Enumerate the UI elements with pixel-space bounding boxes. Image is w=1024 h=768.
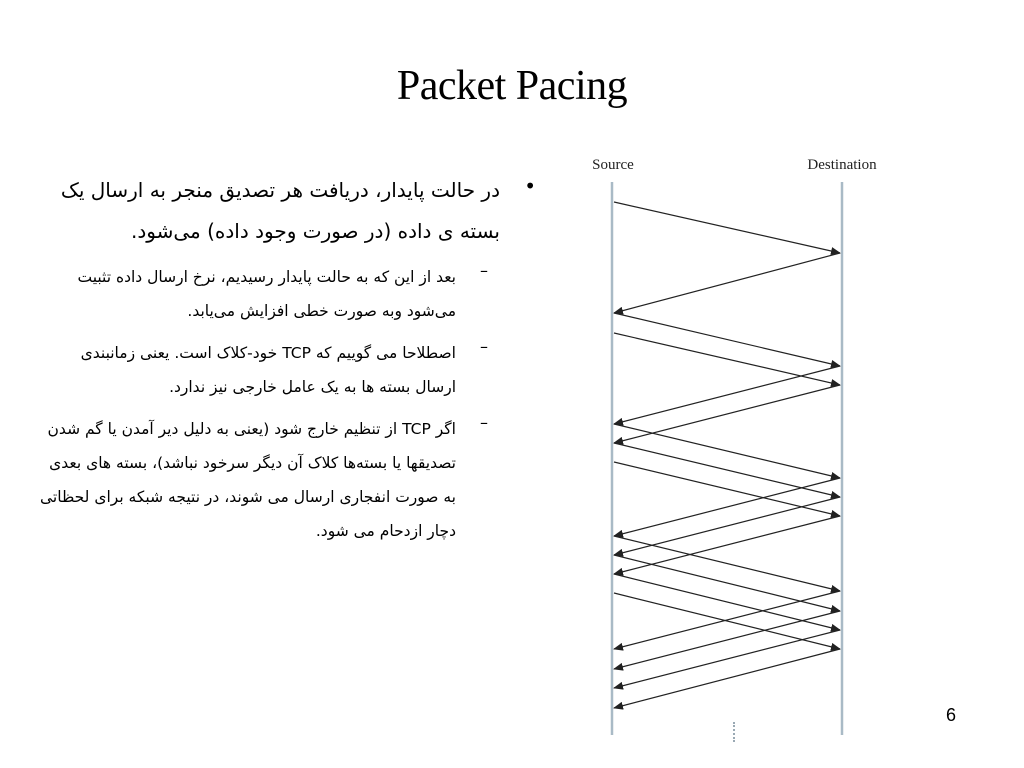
sub-bullet — [40, 336, 548, 404]
dotted-mark — [733, 722, 738, 742]
arrow-group — [614, 202, 840, 708]
ack-arrow — [614, 516, 840, 574]
ack-arrow — [614, 366, 840, 424]
packet-pacing-diagram — [570, 145, 900, 745]
bullet-dot-icon: • — [524, 174, 536, 198]
ack-arrow — [614, 630, 840, 688]
ack-arrow — [614, 385, 840, 443]
packet-arrow — [614, 202, 840, 253]
main-bullet-text: در حالت پایدار، دریافت هر تصدیق منجر به ارسال یک بسته ی داده (در صورت وجود داده) می‌شود. — [60, 178, 500, 243]
main-bullet — [40, 170, 548, 252]
dash-icon: – — [480, 413, 488, 432]
ack-arrow — [614, 478, 840, 536]
sub-bullet-text-3: اگر TCP از تنظیم خارج شود (یعنی به دلیل دیر آمدن یا گم شدن تصدیقها یا بسته‌ها کلاک آن دیگر سرخود نباشد)، بسته های بعدی به صورت انفجاری ارسال می شوند، در نتیجه شبکه برای لحظاتی دچار ازدحام می شود. — [40, 420, 456, 540]
ack-arrow — [614, 497, 840, 555]
packet-arrow — [614, 333, 840, 385]
sub-bullet-text-2: اصطلاحا می گوییم که TCP خود-کلاک است. یعنی زمانبندی ارسال بسته ها به یک عامل خارجی نیز ندارد. — [80, 344, 456, 396]
destination-label: Destination — [807, 157, 877, 173]
dash-icon: – — [480, 261, 488, 280]
ack-arrow — [614, 649, 840, 708]
sub-bullet-text-1: بعد از این که به حالت پایدار رسیدیم، نرخ ارسال داده تثبیت می‌شود وبه صورت خطی افزایش می‌یابد. — [77, 268, 456, 320]
page-number: 6 — [946, 705, 957, 725]
dash-icon: – — [480, 337, 488, 356]
slide-title: Packet Pacing — [396, 63, 628, 109]
slide-text — [40, 170, 548, 548]
ack-arrow — [614, 253, 840, 313]
sub-bullet — [40, 260, 548, 328]
sub-bullet — [40, 412, 548, 548]
source-label: Source — [592, 157, 634, 173]
packet-arrow — [614, 313, 840, 366]
